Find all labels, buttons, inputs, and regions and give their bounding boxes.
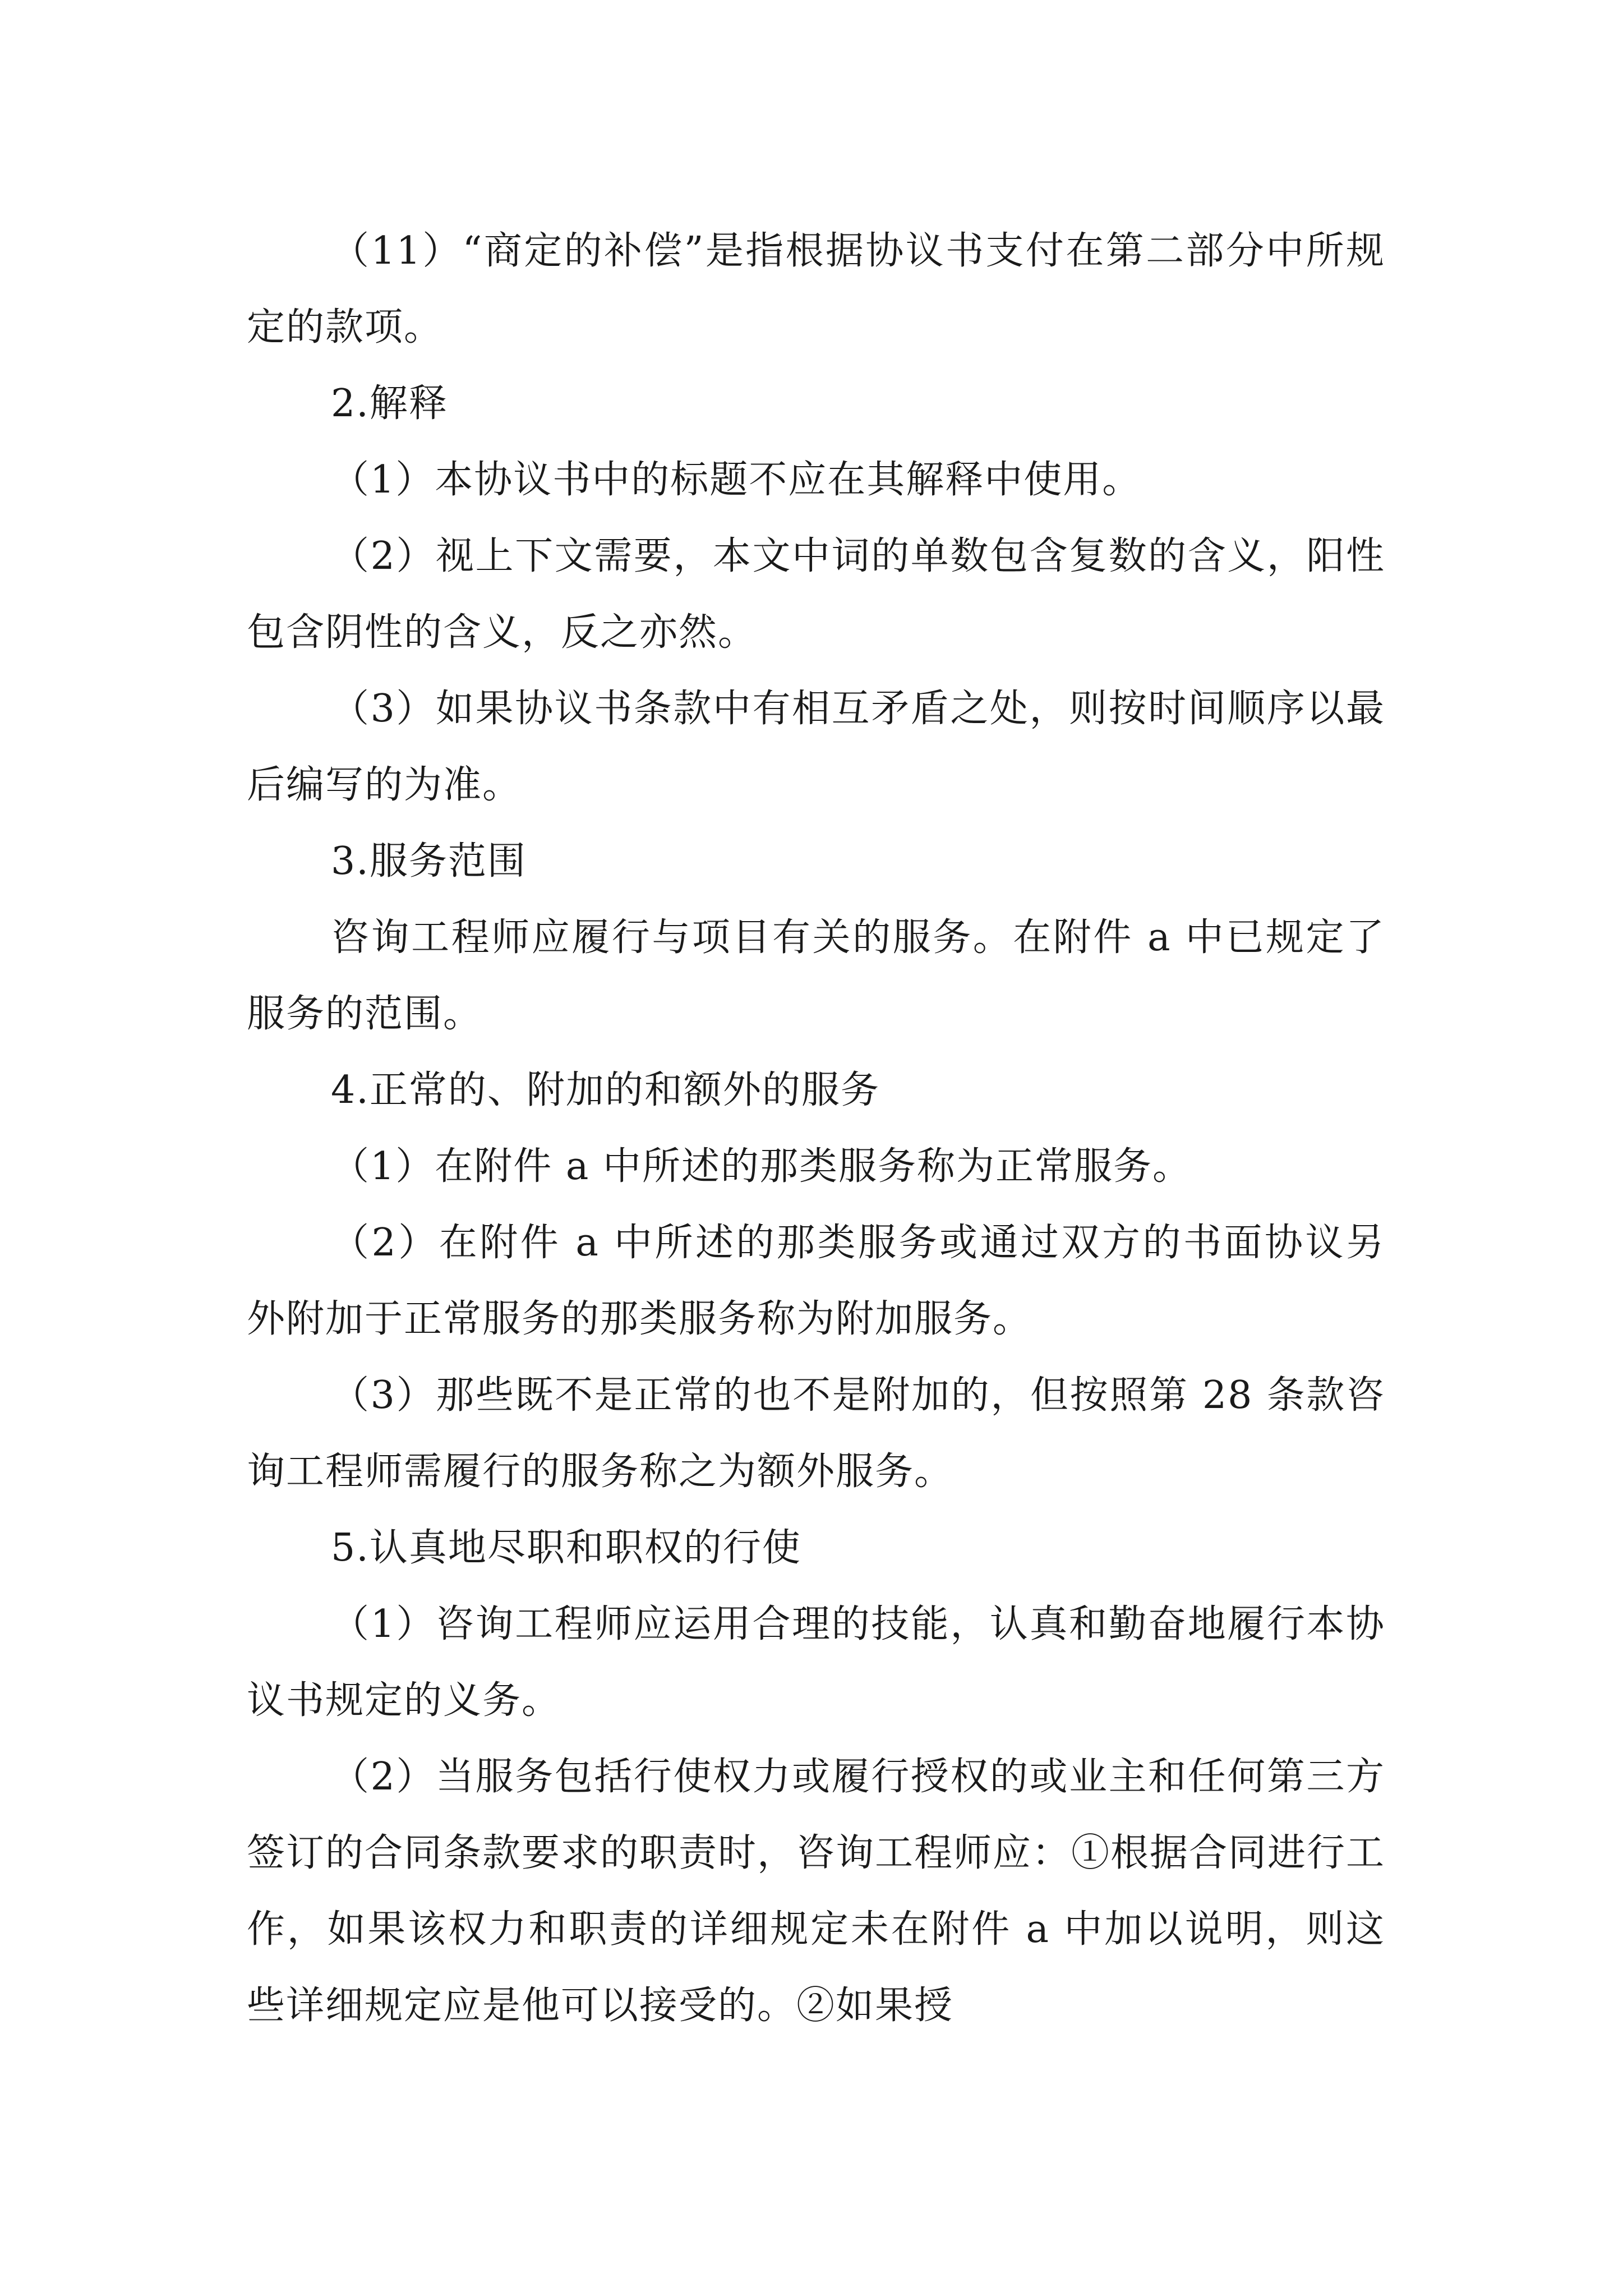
heading-normal-additional-extra-services: 4.正常的、附加的和额外的服务: [331, 1068, 880, 1112]
paragraph-diligence-1: （1）咨询工程师应运用合理的技能，认真和勤奋地履行本协议书规定的义务。: [247, 1602, 1385, 1723]
paragraph-services-1: （1）在附件 a 中所述的那类服务称为正常服务。: [331, 1144, 1192, 1189]
paragraph-diligence-2: （2）当服务包括行使权力或履行授权的或业主和任何第三方签订的合同条款要求的职责时，咨询工程师应：①根据合同进行工作，如果该权力和职责的详细规定未在附件 a 中加以说明，则这些详细规定应是他可以接受的。②如果授: [247, 1755, 1386, 2028]
paragraph-interpretation-1: （1）本协议书中的标题不应在其解释中使用。: [331, 458, 1142, 502]
paragraph-interpretation-3: （3）如果协议书条款中有相互矛盾之处，则按时间顺序以最后编写的为准。: [247, 687, 1385, 807]
heading-interpretation: 2.解释: [331, 381, 448, 426]
document-body: [247, 213, 1385, 2044]
paragraph-interpretation-2: （2）视上下文需要，本文中词的单数包含复数的含义，阳性包含阴性的含义，反之亦然。: [247, 534, 1385, 655]
heading-diligence-and-authority: 5.认真地尽职和职权的行使: [331, 1526, 801, 1570]
heading-scope-of-services: 3.服务范围: [331, 839, 527, 884]
paragraph-services-2: （2）在附件 a 中所述的那类服务或通过双方的书面协议另外附加于正常服务的那类服务称为附加服务。: [247, 1221, 1385, 1341]
paragraph-scope-of-services: 咨询工程师应履行与项目有关的服务。在附件 a 中已规定了服务的范围。: [247, 915, 1385, 1036]
paragraph-definition-11: （11）“商定的补偿”是指根据协议书支付在第二部分中所规定的款项。: [247, 229, 1385, 349]
paragraph-services-3: （3）那些既不是正常的也不是附加的，但按照第 28 条款咨询工程师需履行的服务称之为额外服务。: [247, 1373, 1385, 1494]
